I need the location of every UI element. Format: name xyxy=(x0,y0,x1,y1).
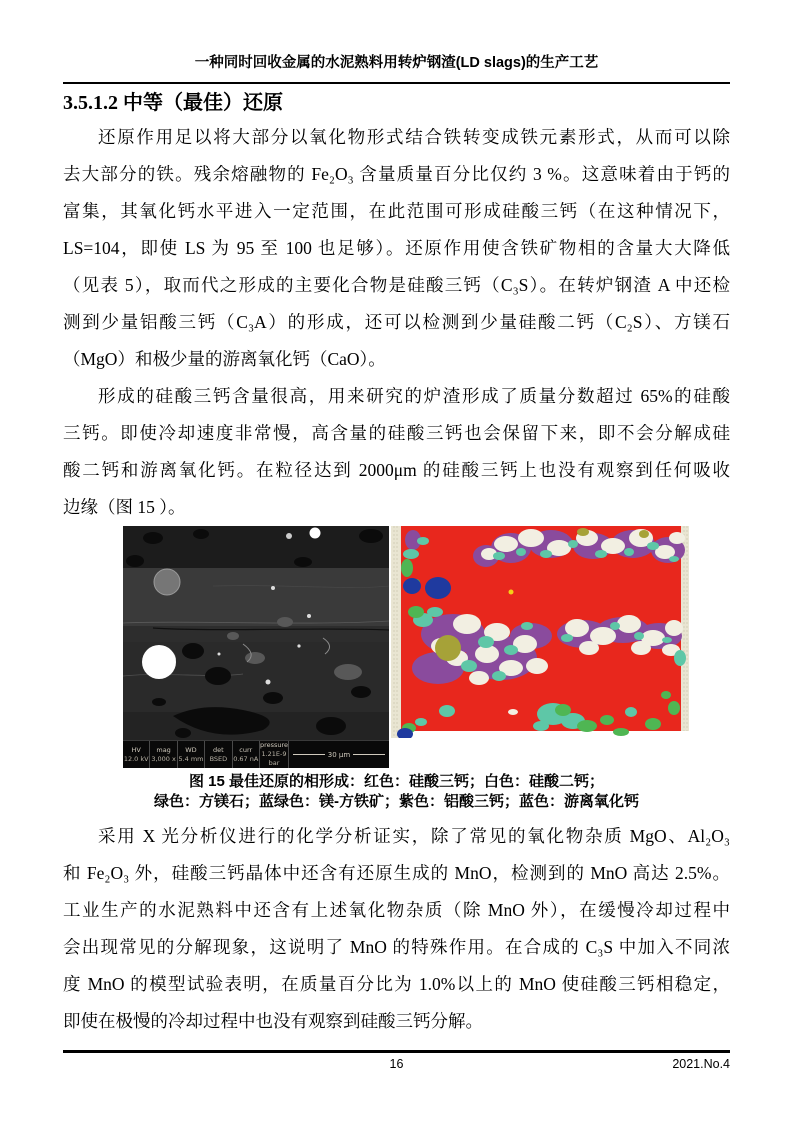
sem-info-bar xyxy=(123,740,389,768)
sem-micrograph-art xyxy=(123,526,389,768)
sem-label: pressure xyxy=(259,741,289,749)
sem-col-curr xyxy=(233,741,260,768)
phase-map-image xyxy=(391,526,689,738)
text-line: 去大部分的铁。残余熔融物的 Fe₂O₃ 含量质量百分比仅约 3 %。这意味着由于钙的 xyxy=(63,164,730,184)
caption-line-1: 图 15 最佳还原的相形成：红色：硅酸三钙；白色：硅酸二钙； xyxy=(188,773,605,790)
text-line: 采用 X 光分析仪进行的化学分析证实，除了常见的氧化物杂质 MgO、Al₂O₃ xyxy=(98,826,730,846)
sem-label: WD xyxy=(185,745,197,754)
text-line: 边缘（图 15 ）。 xyxy=(63,497,186,517)
sem-value: 1.21E-9 bar xyxy=(261,750,287,767)
text-line: 还原作用足以将大部分以氧化物形式结合铁转变成铁元素形式，从而可以除 xyxy=(98,127,730,147)
scale-label: 30 μm xyxy=(327,750,351,759)
sem-col-pressure xyxy=(260,741,289,768)
sem-label: mag xyxy=(156,745,171,754)
scale-rule-left xyxy=(293,754,325,756)
text-line: 酸二钙和游离氧化钙。在粒径达到 2000μm 的硅酸三钙上也没有观察到任何吸收 xyxy=(63,460,730,480)
header-rule xyxy=(63,82,730,84)
figure-caption xyxy=(63,772,730,812)
sem-info-columns xyxy=(123,741,289,768)
sem-scale-bar xyxy=(289,741,389,768)
text-line: （MgO）和极少量的游离氧化钙（CaO）。 xyxy=(63,349,386,369)
text-line: 度 MnO 的模型试验表明，在质量百分比为 1.0%以上的 MnO 使硅酸三钙相稳定， xyxy=(63,974,730,994)
text-line: 即使在极慢的冷却过程中也没有观察到硅酸三钙分解。 xyxy=(63,1011,483,1031)
sem-label: det xyxy=(213,745,224,754)
page-number: 16 xyxy=(389,1057,404,1071)
text-line: 形成的硅酸三钙含量很高，用来研究的炉渣形成了质量分数超过 65%的硅酸 xyxy=(98,386,730,406)
footer-rule xyxy=(63,1050,730,1053)
sem-value: BSED xyxy=(209,754,228,763)
sem-label: curr xyxy=(239,745,253,754)
text-line: 工业生产的水泥熟料中还含有上述氧化物杂质（除 MnO 外），在缓慢冷却过程中 xyxy=(63,900,730,920)
text-line: 测到少量铝酸三钙（C₃A）的形成，还可以检测到少量硅酸二钙（C₂S）、方镁石 xyxy=(63,312,730,332)
text-line: LS=104，即使 LS 为 95 至 100 也足够）。还原作用使含铁矿物相的含量大大降低 xyxy=(63,238,730,258)
text-line: （见表 5），取而代之形成的主要化合物是硅酸三钙（C₃S）。在转炉钢渣 A 中还检 xyxy=(63,275,730,295)
text-line: 富集，其氧化钙水平进入一定范围，在此范围可形成硅酸三钙（在这种情况下， xyxy=(63,201,730,221)
page-footer xyxy=(63,1057,730,1075)
header-title: 一种同时回收金属的水泥熟料用转炉钢渣(LD slags)的生产工艺 xyxy=(194,55,599,71)
sem-label: HV xyxy=(131,745,141,754)
text-line: 会出现常见的分解现象，这说明了 MnO 的特殊作用。在合成的 C₃S 中加入不同浓 xyxy=(63,937,730,957)
paragraph-3 xyxy=(63,818,730,1040)
sem-value: 5.4 mm xyxy=(178,754,204,763)
sem-value: 0.67 nA xyxy=(233,754,259,763)
sem-col-wd xyxy=(178,741,205,768)
paragraph-1 xyxy=(63,119,730,378)
scale-rule-right xyxy=(353,754,385,756)
text-line: 三钙。即使冷却速度非常慢，高含量的硅酸三钙也会保留下来，即不会分解成硅 xyxy=(63,423,730,443)
sem-col-det xyxy=(205,741,232,768)
section-heading: 3.5.1.2 中等（最佳）还原 xyxy=(63,92,283,114)
caption-line-2: 绿色：方镁石；蓝绿色：镁-方铁矿；紫色：铝酸三钙；蓝色：游离氧化钙 xyxy=(154,793,639,810)
sem-value: 12.0 kV xyxy=(123,754,149,763)
paragraph-2 xyxy=(63,378,730,526)
sem-micrograph-image xyxy=(123,526,389,768)
sem-value: 3,000 x xyxy=(151,754,176,763)
sem-col-mag xyxy=(150,741,177,768)
scale-line xyxy=(293,751,385,759)
figure-15 xyxy=(123,526,730,768)
sem-col-hv xyxy=(123,741,150,768)
issue-number: 2021.No.4 xyxy=(672,1057,730,1071)
text-line: 和 Fe₂O₃ 外，硅酸三钙晶体中还含有还原生成的 MnO，检测到的 MnO 高达 2.5%。 xyxy=(63,863,730,883)
yellow-dot xyxy=(509,590,514,595)
